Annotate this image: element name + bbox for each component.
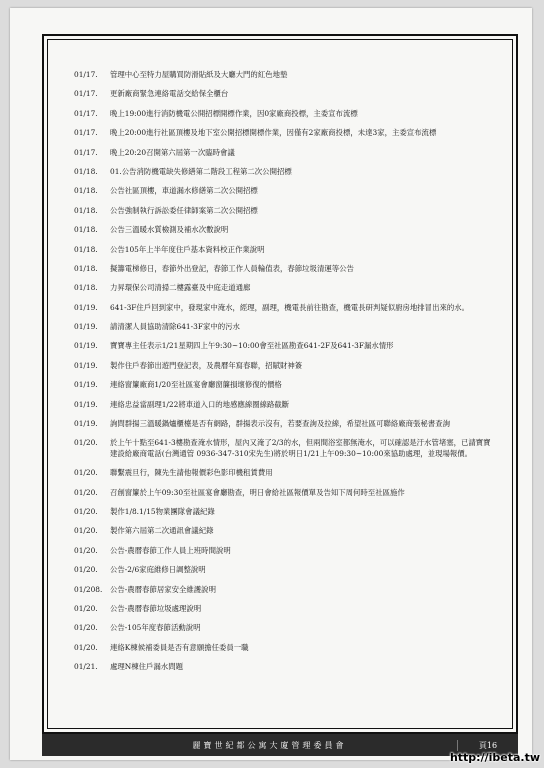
entry-text: 公告-農曆春節工作人員上班時間說明 bbox=[110, 545, 231, 555]
entry-date: 01/19. bbox=[74, 380, 98, 390]
entry-date: 01/19. bbox=[74, 399, 98, 409]
log-entry bbox=[74, 148, 494, 159]
log-entry bbox=[74, 303, 494, 314]
entry-text: 晚上20:00進行社區頂樓及地下室公開招標開標作業，因僅有2家廠商投標，未達3家，主委宣布流標 bbox=[110, 128, 437, 138]
entry-date: 01/19. bbox=[74, 419, 98, 429]
entry-text: 晚上20:20召開第六屆第一次臨時會議 bbox=[110, 147, 235, 157]
entry-text: 管理中心至特力屋購買防滑貼紙及大廳大門的紅色地墊 bbox=[110, 70, 288, 79]
entry-date: 01/20. bbox=[74, 468, 98, 478]
entry-text: 公告社區頂樓，車道漏水修繕第二次公開招標 bbox=[110, 186, 258, 196]
entry-date: 01/20. bbox=[74, 565, 98, 575]
entry-date: 01/21. bbox=[74, 662, 98, 672]
log-entry bbox=[74, 438, 494, 459]
log-entry bbox=[74, 546, 494, 557]
entry-text: 請清潔人員協助清除641-3F家中的污水 bbox=[110, 322, 240, 332]
log-entry bbox=[74, 322, 494, 333]
entry-date: 01/18. bbox=[74, 263, 98, 273]
entry-text: 連絡K棟候補委員是否有意願擔任委員一職 bbox=[110, 642, 249, 652]
entry-date: 01/19. bbox=[74, 322, 98, 332]
entry-date: 01/17. bbox=[74, 147, 98, 157]
entry-text: 公告三溫暖水質檢測及補水次數說明 bbox=[110, 225, 229, 235]
entry-text: 公告105年上半年度住戶基本資料校正作業說明 bbox=[110, 244, 265, 254]
log-entry bbox=[74, 245, 494, 256]
entry-text: 寶寶專主任表示1/21星期四上午9:30~10:00會至社區勘查641-2F及641-3F漏水情形 bbox=[110, 341, 394, 351]
entry-text: 製作住戶春節出遊門登記表，及農曆年寫春聯，招賦財神簽 bbox=[110, 360, 303, 370]
entry-text: 晚上19:00進行消防機電公開招標開標作業，因0家廠商投標，主委宣布流標 bbox=[110, 108, 358, 118]
log-entry bbox=[74, 225, 494, 236]
log-entry bbox=[74, 623, 494, 634]
entry-date: 01/20. bbox=[74, 438, 98, 448]
entry-date: 01/19. bbox=[74, 341, 98, 351]
log-entry bbox=[74, 419, 494, 430]
log-entries-list bbox=[74, 70, 494, 682]
log-entry bbox=[74, 206, 494, 217]
entry-text: 公告-農曆春節居家安全維護說明 bbox=[110, 584, 216, 594]
entry-text: 公告-105年度春節活動說明 bbox=[110, 623, 201, 633]
entry-date: 01/17. bbox=[74, 70, 98, 79]
entry-date: 01/18. bbox=[74, 225, 98, 235]
log-entry bbox=[74, 643, 494, 654]
page-border bbox=[42, 34, 518, 734]
log-entry bbox=[74, 361, 494, 372]
log-entry bbox=[74, 128, 494, 139]
entry-date: 01/20. bbox=[74, 604, 98, 614]
entry-date: 01/18. bbox=[74, 283, 98, 293]
entry-text: 公告-2/6家庭維修日調整說明 bbox=[110, 565, 206, 575]
entry-text: 641-3F住戶回到家中，發現家中淹水，經理，副理，機電長前往勘查，機電長研判疑似廚房地排冒出來的水。 bbox=[110, 302, 470, 312]
entry-text: 擬籌電梯修日，春節外出登記，春節工作人員輪值表，春節垃圾清運等公告 bbox=[110, 263, 354, 273]
document-page bbox=[10, 8, 532, 760]
entry-text: 01.公告消防機電缺失修繕第二階段工程第二次公開招標 bbox=[110, 166, 292, 176]
entry-date: 01/17. bbox=[74, 89, 98, 99]
entry-text: 公告-農曆春節垃圾處理說明 bbox=[110, 604, 202, 614]
log-entry bbox=[74, 507, 494, 518]
log-entry bbox=[74, 585, 494, 596]
entry-date: 01/17. bbox=[74, 108, 98, 118]
log-entry bbox=[74, 604, 494, 615]
entry-text: 更新廠商緊急連絡電話交給保全櫃台 bbox=[110, 89, 229, 99]
entry-date: 01/18. bbox=[74, 244, 98, 254]
entry-date: 01/20. bbox=[74, 526, 98, 536]
entry-text: 公告強制執行訴訟委任律師案第二次公開招標 bbox=[110, 205, 258, 215]
log-entry bbox=[74, 167, 494, 178]
entry-date: 01/17. bbox=[74, 128, 98, 138]
log-entry bbox=[74, 380, 494, 391]
entry-text: 製作1/8.1/15物業團隊會議紀錄 bbox=[110, 507, 215, 517]
entry-date: 01/20. bbox=[74, 545, 98, 555]
entry-date: 01/208. bbox=[74, 584, 103, 594]
entry-text: 連絡窗簾廠商1/20至社區宴會廳窗簾損壞修復的價格 bbox=[110, 380, 282, 390]
log-entry bbox=[74, 70, 494, 81]
entry-date: 01/19. bbox=[74, 302, 98, 312]
entry-date: 01/20. bbox=[74, 507, 98, 517]
footer-organization: 麗寶世紀都公寓大廈管理委員會 bbox=[192, 740, 347, 750]
log-entry bbox=[74, 264, 494, 275]
entry-date: 01/18. bbox=[74, 166, 98, 176]
log-entry bbox=[74, 526, 494, 537]
entry-text: 召創窗簾於上午09:30至社區宴會廳勘查，明日會給社區報價單及告知下周何時至社區施作 bbox=[110, 487, 405, 497]
log-entry bbox=[74, 488, 494, 499]
log-entry bbox=[74, 468, 494, 479]
entry-date: 01/18. bbox=[74, 205, 98, 215]
log-entry bbox=[74, 400, 494, 411]
entry-text: 力昇環保公司清掃二樓露臺及中庭走道通廊 bbox=[110, 283, 251, 293]
entry-date: 01/20. bbox=[74, 487, 98, 497]
entry-text: 處理N棟住戶漏水問題 bbox=[110, 662, 183, 672]
page-number: 頁16 bbox=[457, 740, 518, 751]
log-entry bbox=[74, 662, 494, 673]
entry-date: 01/19. bbox=[74, 360, 98, 370]
page-footer bbox=[42, 734, 518, 756]
entry-date: 01/20. bbox=[74, 642, 98, 652]
log-entry bbox=[74, 109, 494, 120]
log-entry bbox=[74, 283, 494, 294]
entry-date: 01/20. bbox=[74, 623, 98, 633]
entry-text: 製作第六屆第二次通訊會議紀錄 bbox=[110, 526, 214, 536]
entry-text: 聯繫震旦行，陳先生請他報價彩色影印機租賃費用 bbox=[110, 468, 273, 478]
log-entry bbox=[74, 341, 494, 352]
log-entry bbox=[74, 565, 494, 576]
log-entry bbox=[74, 186, 494, 197]
entry-text: 連絡忠益當副理1/22將車道入口的地感應線圈線路截斷 bbox=[110, 399, 290, 409]
entry-text: 於上午十點至641-3樓勘查淹水情形，屋內又淹了2/3的水，但兩間浴室都無淹水，可以確認是汙水管堵塞，已請寶寶建設給廠商電話(台灣通管 0936-347-310宋先生)將於明日1/21上午09:30~10:00來協助處理，並現場報價。 bbox=[110, 438, 491, 458]
watermark-url: http://ibeta.tw bbox=[449, 751, 540, 764]
entry-text: 詢問群揚三溫暖鍋爐櫃檯是否有網路，群揚表示沒有，若要查詢及拉線，希望社區可聯絡廠商張秘書查詢 bbox=[110, 419, 450, 429]
entry-date: 01/18. bbox=[74, 186, 98, 196]
log-entry bbox=[74, 89, 494, 100]
